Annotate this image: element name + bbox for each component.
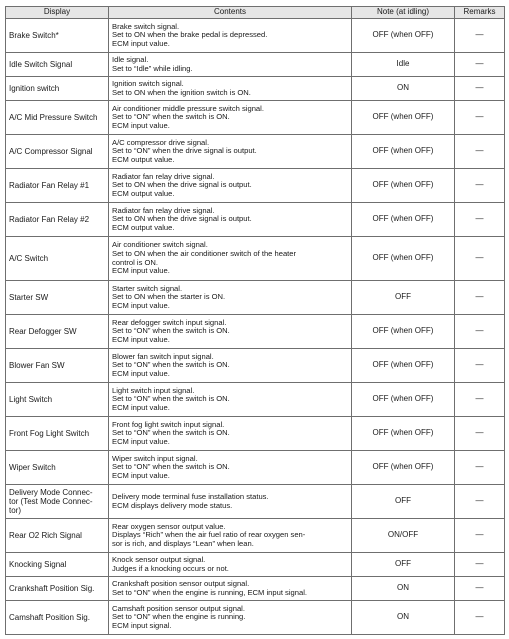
display-cell: A/C Compressor Signal <box>6 135 109 169</box>
note-cell: OFF (when OFF) <box>352 19 455 53</box>
display-cell: A/C Switch <box>6 237 109 281</box>
display-cell: Wiper Switch <box>6 451 109 485</box>
remarks-cell: — <box>455 203 505 237</box>
table-row <box>6 203 505 237</box>
contents-line: Air conditioner switch signal. <box>112 240 208 250</box>
remarks-cell: — <box>455 77 505 101</box>
table-row <box>6 451 505 485</box>
table-row <box>6 169 505 203</box>
display-line: Delivery Mode Connec- <box>9 488 93 497</box>
header-note: Note (at idling) <box>352 7 455 19</box>
note-cell: ON <box>352 577 455 601</box>
note-cell: OFF <box>352 485 455 519</box>
contents-line: ECM input value. <box>112 266 170 276</box>
contents-cell <box>109 77 352 101</box>
table-row <box>6 77 505 101</box>
remarks-cell: — <box>455 349 505 383</box>
display-cell: Light Switch <box>6 383 109 417</box>
contents-line: Set to “ON” when the switch is ON. <box>112 326 230 336</box>
note-cell: OFF (when OFF) <box>352 315 455 349</box>
contents-line: Rear defogger switch input signal. <box>112 317 227 327</box>
header-display: Display <box>6 7 109 19</box>
note-cell: OFF (when OFF) <box>352 135 455 169</box>
contents-line: Radiator fan relay drive signal. <box>112 205 215 215</box>
contents-line: Front fog light switch input signal. <box>112 419 225 429</box>
display-cell: Crankshaft Position Sig. <box>6 577 109 601</box>
remarks-cell: — <box>455 135 505 169</box>
note-cell: OFF (when OFF) <box>352 237 455 281</box>
table-row <box>6 601 505 635</box>
remarks-cell: — <box>455 577 505 601</box>
contents-line: ECM displays delivery mode status. <box>112 500 233 510</box>
display-cell: Radiator Fan Relay #1 <box>6 169 109 203</box>
table-row <box>6 237 505 281</box>
display-line: tor) <box>9 506 21 515</box>
contents-line: Brake switch signal. <box>112 21 180 31</box>
table-row <box>6 577 505 601</box>
contents-line: ECM output value. <box>112 154 175 164</box>
display-line: tor (Test Mode Connec- <box>9 497 93 506</box>
note-cell: OFF (when OFF) <box>352 203 455 237</box>
contents-line: Rear oxygen sensor output value. <box>112 521 226 531</box>
contents-line: Displays “Rich” when the air fuel ratio of rear oxygen sen- <box>112 530 306 540</box>
contents-line: Crankshaft position sensor output signal. <box>112 578 250 588</box>
contents-cell <box>109 485 352 519</box>
display-cell <box>6 485 109 519</box>
remarks-cell: — <box>455 281 505 315</box>
remarks-cell: — <box>455 237 505 281</box>
contents-line: Set to “ON” when the engine is running, ECM input signal. <box>112 587 308 597</box>
contents-cell <box>109 19 352 53</box>
table-row <box>6 53 505 77</box>
note-cell: ON <box>352 77 455 101</box>
contents-line: ECM input value. <box>112 334 170 344</box>
remarks-cell: — <box>455 19 505 53</box>
contents-line: Set to “ON” when the switch is ON. <box>112 112 230 122</box>
remarks-cell: — <box>455 383 505 417</box>
table-body <box>6 19 505 635</box>
display-cell: Knocking Signal <box>6 553 109 577</box>
table-row <box>6 349 505 383</box>
display-cell: Idle Switch Signal <box>6 53 109 77</box>
contents-line: Set to ON when the drive signal is output. <box>112 214 252 224</box>
contents-line: ECM input value. <box>112 470 170 480</box>
contents-line: Ignition switch signal. <box>112 78 184 88</box>
remarks-cell: — <box>455 169 505 203</box>
table-row <box>6 19 505 53</box>
contents-line: ECM input value. <box>112 402 170 412</box>
contents-line: Set to “ON” when the switch is ON. <box>112 360 230 370</box>
contents-line: Judges if a knocking occurs or not. <box>112 563 229 573</box>
contents-cell <box>109 203 352 237</box>
contents-cell <box>109 519 352 553</box>
table-row <box>6 315 505 349</box>
contents-cell <box>109 451 352 485</box>
remarks-cell: — <box>455 315 505 349</box>
contents-cell <box>109 237 352 281</box>
contents-line: ECM output value. <box>112 222 175 232</box>
contents-cell <box>109 281 352 315</box>
contents-line: Idle signal. <box>112 54 149 64</box>
signal-table <box>5 6 505 635</box>
remarks-cell: — <box>455 553 505 577</box>
display-cell: Blower Fan SW <box>6 349 109 383</box>
contents-line: Set to ON when the ignition switch is ON. <box>112 87 251 97</box>
note-cell: OFF (when OFF) <box>352 349 455 383</box>
contents-line: Set to “ON” when the switch is ON. <box>112 462 230 472</box>
contents-line: sor is rich, and displays “Lean” when lean. <box>112 538 254 548</box>
contents-cell <box>109 553 352 577</box>
table-row <box>6 417 505 451</box>
contents-line: ECM input signal. <box>112 620 172 630</box>
remarks-cell: — <box>455 485 505 519</box>
remarks-cell: — <box>455 519 505 553</box>
contents-line: ECM input value. <box>112 38 170 48</box>
display-cell: Front Fog Light Switch <box>6 417 109 451</box>
contents-line: Blower fan switch input signal. <box>112 351 214 361</box>
display-cell: Camshaft Position Sig. <box>6 601 109 635</box>
contents-line: Set to “ON” when the engine is running. <box>112 612 246 622</box>
contents-cell <box>109 383 352 417</box>
table-row <box>6 281 505 315</box>
remarks-cell: — <box>455 601 505 635</box>
contents-line: Light switch input signal. <box>112 385 195 395</box>
contents-line: ECM input value. <box>112 368 170 378</box>
contents-line: ECM input value. <box>112 300 170 310</box>
contents-cell <box>109 349 352 383</box>
contents-line: Delivery mode terminal fuse installation status. <box>112 491 269 501</box>
contents-line: Set to “Idle” while idling. <box>112 63 193 73</box>
contents-line: ECM input value. <box>112 436 170 446</box>
contents-line: Set to “ON” when the drive signal is output. <box>112 146 257 156</box>
note-cell: OFF (when OFF) <box>352 169 455 203</box>
contents-line: Set to ON when the drive signal is output. <box>112 180 252 190</box>
contents-cell <box>109 101 352 135</box>
note-cell: OFF (when OFF) <box>352 451 455 485</box>
contents-line: Air conditioner middle pressure switch signal. <box>112 103 264 113</box>
display-cell: A/C Mid Pressure Switch <box>6 101 109 135</box>
table-row <box>6 553 505 577</box>
display-cell: Rear Defogger SW <box>6 315 109 349</box>
header-remarks: Remarks <box>455 7 505 19</box>
contents-line: Wiper switch input signal. <box>112 453 198 463</box>
contents-cell <box>109 169 352 203</box>
header-row <box>6 7 505 19</box>
contents-line: A/C compressor drive signal. <box>112 137 210 147</box>
note-cell: OFF (when OFF) <box>352 383 455 417</box>
contents-cell <box>109 53 352 77</box>
remarks-cell: — <box>455 101 505 135</box>
remarks-cell: — <box>455 417 505 451</box>
display-cell: Brake Switch* <box>6 19 109 53</box>
remarks-cell: — <box>455 53 505 77</box>
contents-cell <box>109 135 352 169</box>
note-cell: ON/OFF <box>352 519 455 553</box>
contents-line: Knock sensor output signal. <box>112 554 206 564</box>
contents-line: Camshaft position sensor output signal. <box>112 603 245 613</box>
contents-line: Starter switch signal. <box>112 283 183 293</box>
contents-line: ECM input value. <box>112 120 170 130</box>
contents-line: Set to ON when the starter is ON. <box>112 292 226 302</box>
display-cell: Rear O2 Rich Signal <box>6 519 109 553</box>
display-cell: Starter SW <box>6 281 109 315</box>
note-cell: OFF <box>352 281 455 315</box>
contents-line: control is ON. <box>112 257 158 267</box>
remarks-cell: — <box>455 451 505 485</box>
contents-line: Set to ON when the brake pedal is depressed. <box>112 30 268 40</box>
table-row <box>6 101 505 135</box>
note-cell: Idle <box>352 53 455 77</box>
contents-line: Set to ON when the air conditioner switch of the heater <box>112 248 297 258</box>
note-cell: OFF (when OFF) <box>352 101 455 135</box>
table-row <box>6 485 505 519</box>
contents-cell <box>109 601 352 635</box>
table-row <box>6 519 505 553</box>
contents-line: ECM output value. <box>112 188 175 198</box>
note-cell: ON <box>352 601 455 635</box>
contents-cell <box>109 577 352 601</box>
table-row <box>6 135 505 169</box>
header-contents: Contents <box>109 7 352 19</box>
contents-line: Set to “ON” when the switch is ON. <box>112 428 230 438</box>
contents-line: Set to “ON” when the switch is ON. <box>112 394 230 404</box>
display-cell: Ignition switch <box>6 77 109 101</box>
note-cell: OFF (when OFF) <box>352 417 455 451</box>
contents-line: Radiator fan relay drive signal. <box>112 171 215 181</box>
display-cell: Radiator Fan Relay #2 <box>6 203 109 237</box>
contents-cell <box>109 417 352 451</box>
table-row <box>6 383 505 417</box>
contents-cell <box>109 315 352 349</box>
note-cell: OFF <box>352 553 455 577</box>
